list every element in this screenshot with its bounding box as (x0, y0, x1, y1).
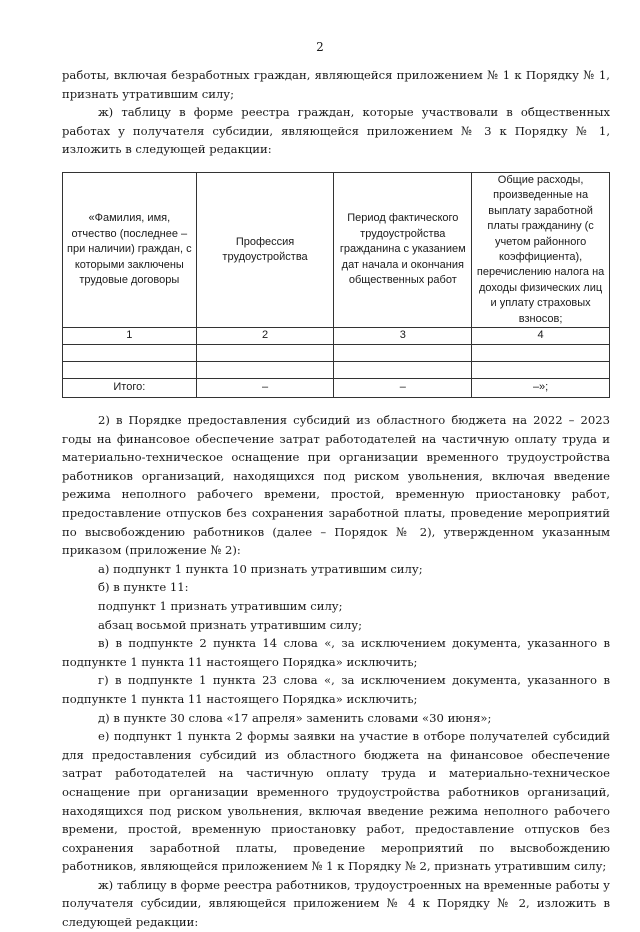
number-cell: 1 (63, 328, 197, 345)
table-total-row (63, 379, 610, 398)
table-row (63, 345, 610, 362)
paragraph-item-a: а) подпункт 1 пункта 10 признать утратившим силу; (98, 561, 423, 576)
table-header-row (63, 172, 610, 327)
header-cell-name: «Фамилия, имя, отчество (последнее – при наличии) граждан, с которыми заключены трудовые договоры (63, 172, 197, 327)
table-numbering-row (63, 328, 610, 345)
header-cell-period: Период фактического трудоустройства гражданина с указанием дат начала и окончания общественных работ (334, 172, 472, 327)
total-cell: –»; (472, 379, 610, 398)
paragraph-subitem-1: подпункт 1 признать утратившим силу; (98, 598, 343, 613)
total-label: Итого: (63, 379, 197, 398)
paragraph-item-d: д) в пункте 30 слова «17 апреля» заменить словами «30 июня»; (98, 710, 492, 725)
paragraph-subitem-8: абзац восьмой признать утратившим силу; (98, 617, 363, 632)
header-cell-expenses: Общие расходы, произведенные на выплату заработной платы гражданину (с учетом районного коэффициента), перечислению налога на доходы физических лиц и уплату страховых взносов; (472, 172, 610, 327)
paragraph-item-g: г) в подпункте 1 пункта 23 слова «, за исключением документа, указанного в подпункте 1 пункта 11 настоящего Порядка» исключить; (62, 673, 610, 706)
paragraph-continuation: работы, включая безработных граждан, являющейся приложением № 1 к Порядку № 1, признать утратившим силу; (62, 68, 610, 101)
paragraph-item-v: в) в подпункте 2 пункта 14 слова «, за исключением документа, указанного в подпункте 1 пункта 11 настоящего Порядка» исключить; (62, 636, 610, 669)
total-cell: – (196, 379, 334, 398)
paragraph-item-2: 2) в Порядке предоставления субсидий из областного бюджета на 2022 – 2023 годы на финансовое обеспечение затрат работодателей на частичную оплату труда и материально-техническое оснащение при организации временного трудоустройства работников организаций, находящихся под риском увольнения, включая введение режима неполного рабочего времени, простой, временную приостановку работ, предоставление отпусков без сохранения заработной платы, проведение мероприятий по высвобождению работников (далее – Порядок № 2), утвержденном указанным приказом (приложение № 2): (62, 413, 610, 558)
number-cell: 2 (196, 328, 334, 345)
table-row (63, 362, 610, 379)
document-body (62, 66, 610, 932)
paragraph-item-b: б) в пункте 11: (98, 580, 189, 595)
paragraph-item-zh-1: ж) таблицу в форме реестра граждан, которые участвовали в общественных работах у получателя субсидии, являющейся приложением № 3 к Порядку № 1, изложить в следующей редакции: (62, 105, 610, 157)
paragraph-item-zh-2: ж) таблицу в форме реестра работников, трудоустроенных на временные работы у получателя субсидии, являющейся приложением № 4 к Порядку № 2, изложить в следующей редакции: (62, 877, 610, 930)
number-cell: 4 (472, 328, 610, 345)
paragraph-item-e: е) подпункт 1 пункта 2 формы заявки на участие в отборе получателей субсидий для предоставления субсидий из областного бюджета на финансовое обеспечение затрат работодателей на частичную оплату труда и материально-техническое оснащение при организации временного трудоустройства работников организаций, находящихся под риском увольнения, включая введение режима неполного рабочего времени, простой, временную приостановку работ, предоставление отпусков без сохранения заработной платы, проведение мероприятий по высвобождению работников, являющейся приложением № 1 к Порядку № 2, признать утратившим силу; (62, 729, 610, 874)
page-number: 2 (316, 40, 324, 54)
citizens-register-table (62, 172, 610, 398)
total-cell: – (334, 379, 472, 398)
number-cell: 3 (334, 328, 472, 345)
header-cell-profession: Профессия трудоустройства (196, 172, 334, 327)
